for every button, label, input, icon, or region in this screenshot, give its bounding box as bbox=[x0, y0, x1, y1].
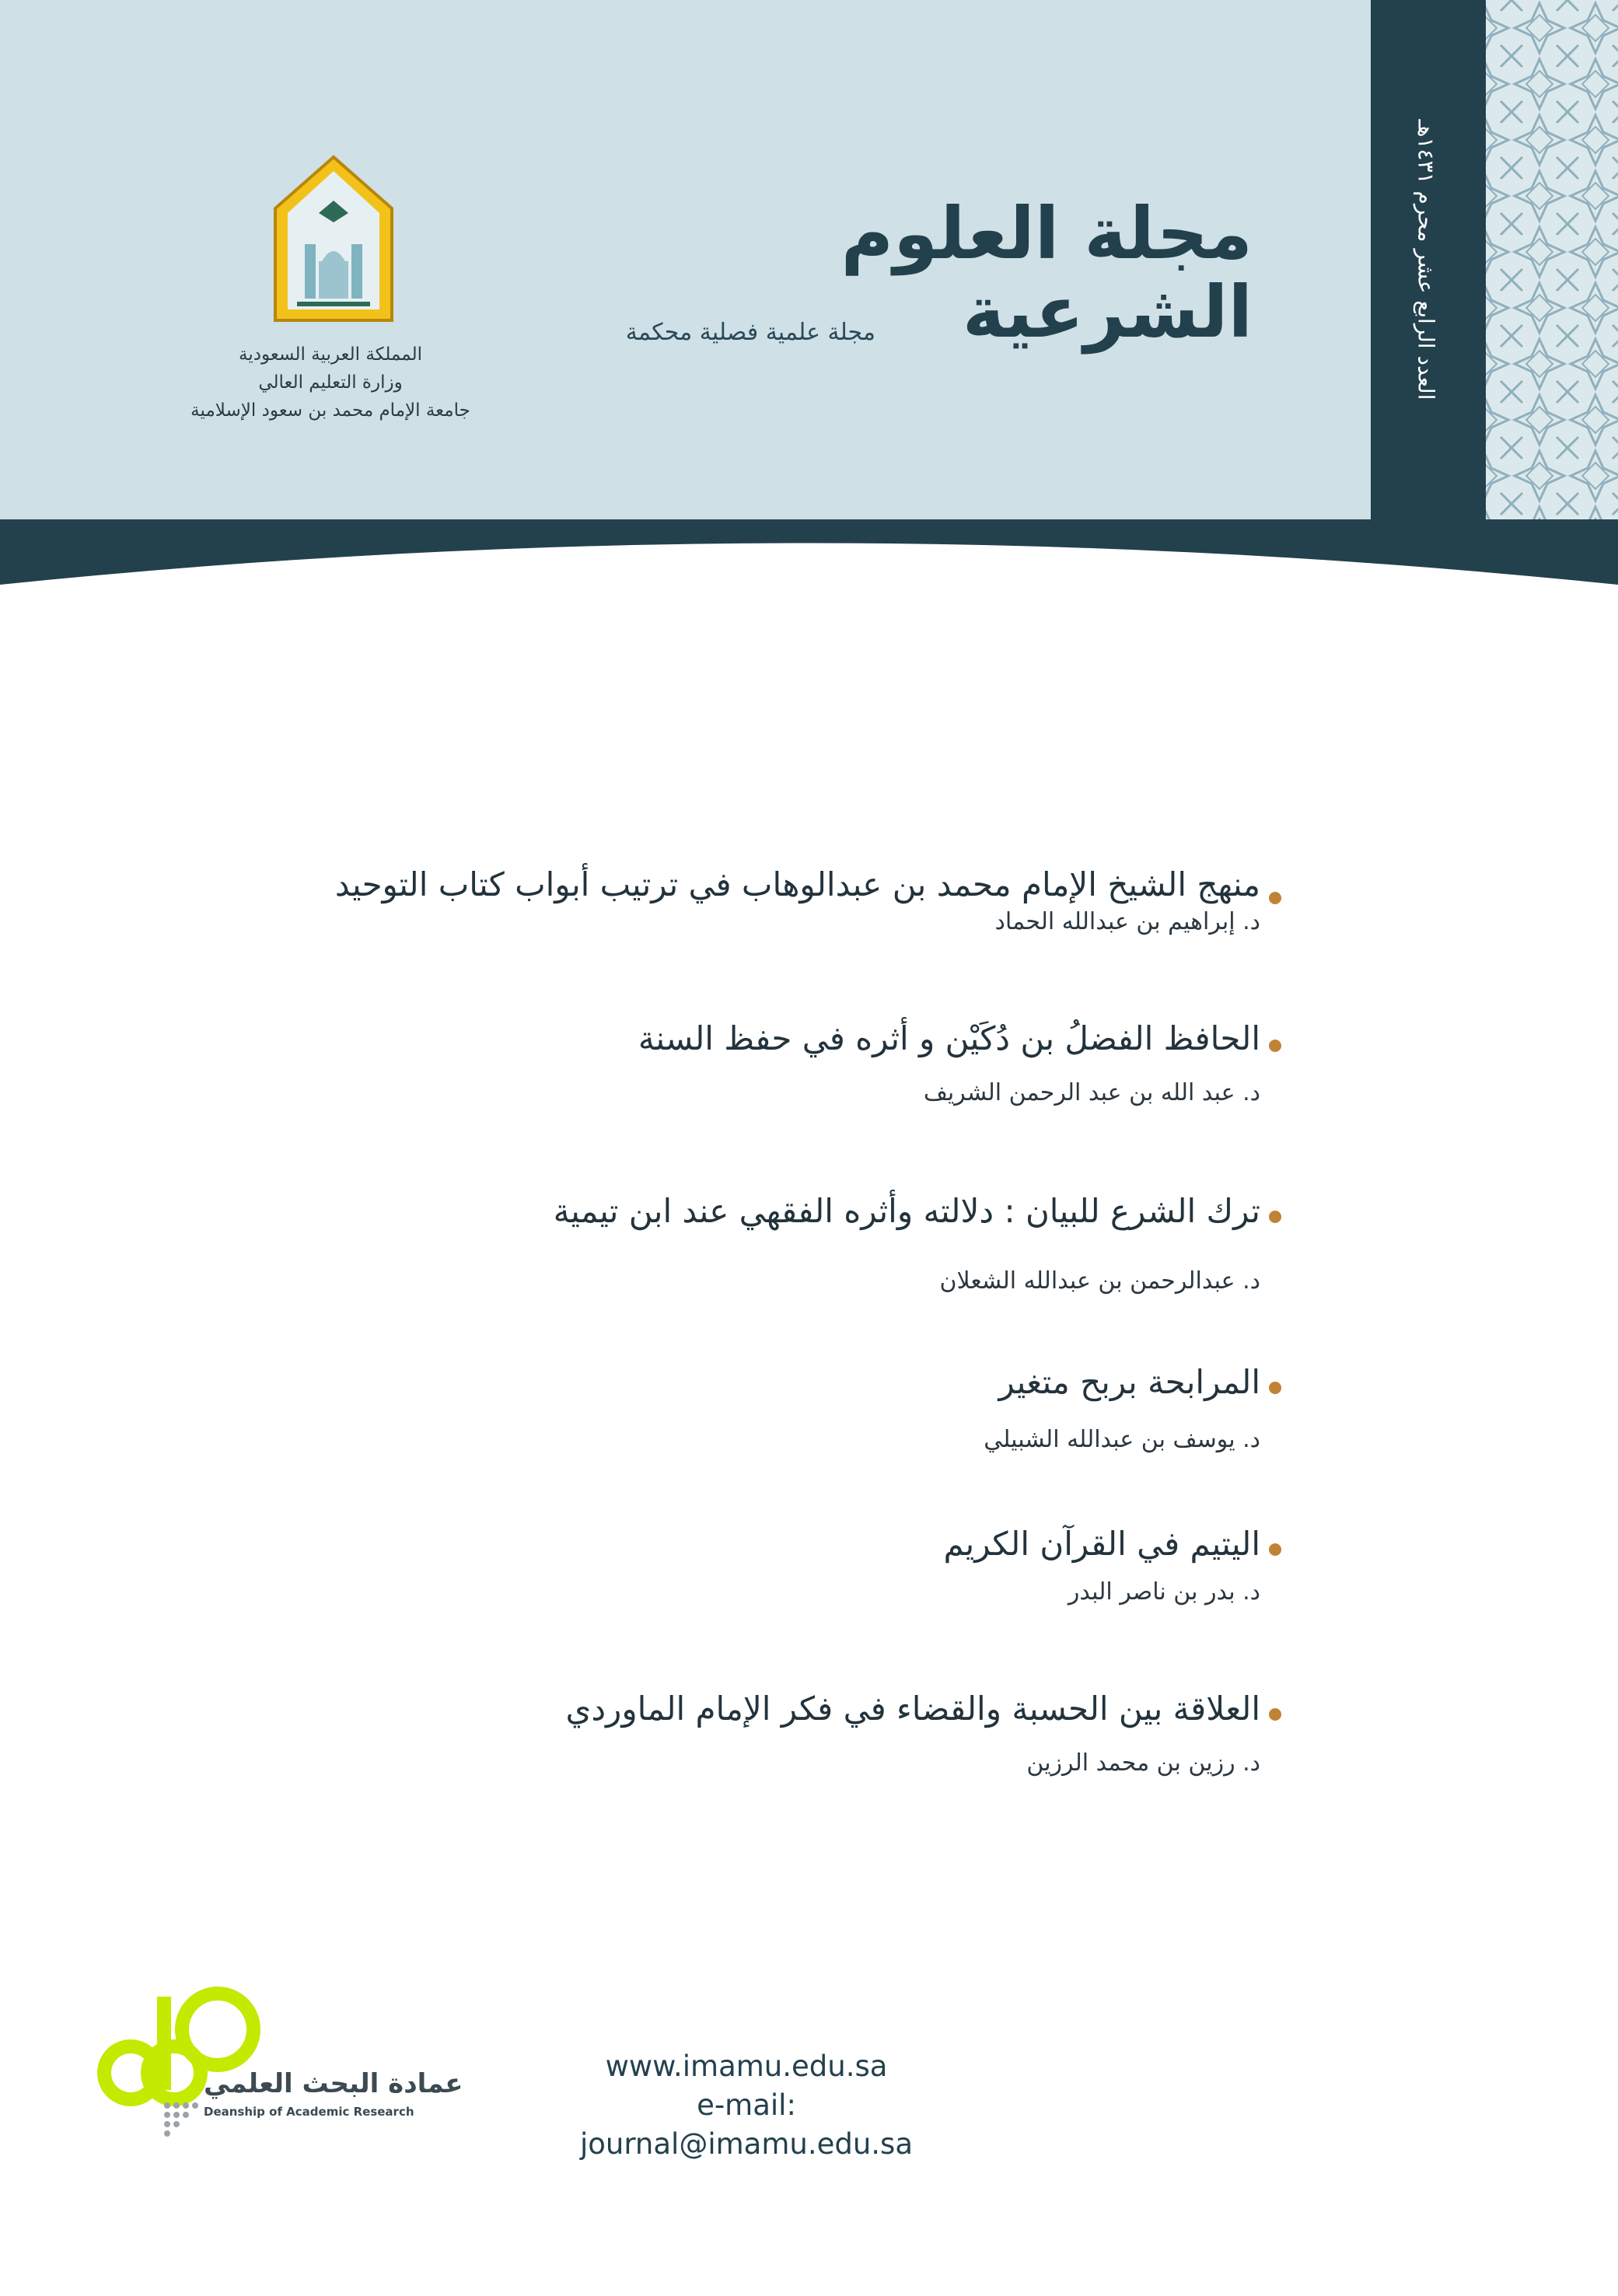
deanship-name-en: Deanship of Academic Research bbox=[204, 2105, 414, 2119]
list-item bbox=[172, 1687, 1260, 1779]
deanship-name-ar: عمادة البحث العلمي bbox=[204, 2068, 463, 2099]
bullet-icon bbox=[1269, 1708, 1281, 1721]
country-name: المملكة العربية السعودية bbox=[239, 344, 422, 365]
article-title: العلاقة بين الحسبة والقضاء في فكر الإمام الماوردي bbox=[565, 1690, 1260, 1728]
university-name: جامعة الإمام محمد بن سعود الإسلامية bbox=[190, 400, 470, 421]
list-item bbox=[172, 863, 1260, 938]
bullet-icon bbox=[1269, 1382, 1281, 1394]
website-link[interactable]: www.imamu.edu.sa bbox=[605, 2050, 888, 2083]
bullet-icon bbox=[1269, 892, 1281, 904]
list-item bbox=[172, 1361, 1260, 1456]
bullet-icon bbox=[1269, 1211, 1281, 1223]
article-title: ترك الشرع للبيان : دلالته وأثره الفقهي عند ابن تيمية bbox=[553, 1192, 1260, 1230]
list-item bbox=[172, 1522, 1260, 1608]
university-emblem bbox=[271, 154, 397, 325]
article-title: منهج الشيخ الإمام محمد بن عبدالوهاب في ترتيب أبواب كتاب التوحيد bbox=[334, 865, 1260, 903]
article-title: اليتيم في القرآن الكريم bbox=[943, 1525, 1260, 1563]
article-author: د. بدر بن ناصر البدر bbox=[1068, 1578, 1260, 1606]
article-title: الحافظ الفضلُ بن دُكَيْن و أثره في حفظ السنة bbox=[638, 1019, 1260, 1057]
article-author: د. عبدالرحمن بن عبدالله الشعلان bbox=[939, 1267, 1260, 1295]
article-author: د. رزين بن محمد الرزين bbox=[1026, 1749, 1260, 1777]
list-item bbox=[172, 1017, 1260, 1109]
bullet-icon bbox=[1269, 1040, 1281, 1052]
article-author: د. يوسف بن عبدالله الشبيلي bbox=[984, 1426, 1260, 1453]
institution-block bbox=[156, 341, 505, 425]
issue-label: العدد الرابع عشر محرم ١٤٣١هـ bbox=[1413, 119, 1439, 400]
contact-block bbox=[544, 2047, 949, 2164]
list-item bbox=[172, 1190, 1260, 1297]
journal-title: مجلة العلوم الشرعية bbox=[840, 192, 1253, 355]
email-link[interactable]: e-mail: journal@imamu.edu.sa bbox=[580, 2088, 913, 2161]
article-author: د. إبراهيم بن عبدالله الحماد bbox=[994, 908, 1260, 935]
article-title: المرابحة بربح متغير bbox=[998, 1363, 1260, 1401]
bullet-icon bbox=[1269, 1543, 1281, 1556]
journal-subtitle: مجلة علمية فصلية محكمة bbox=[625, 319, 875, 346]
article-author: د. عبد الله بن عبد الرحمن الشريف bbox=[923, 1079, 1260, 1106]
ministry-name: وزارة التعليم العالي bbox=[258, 372, 403, 393]
